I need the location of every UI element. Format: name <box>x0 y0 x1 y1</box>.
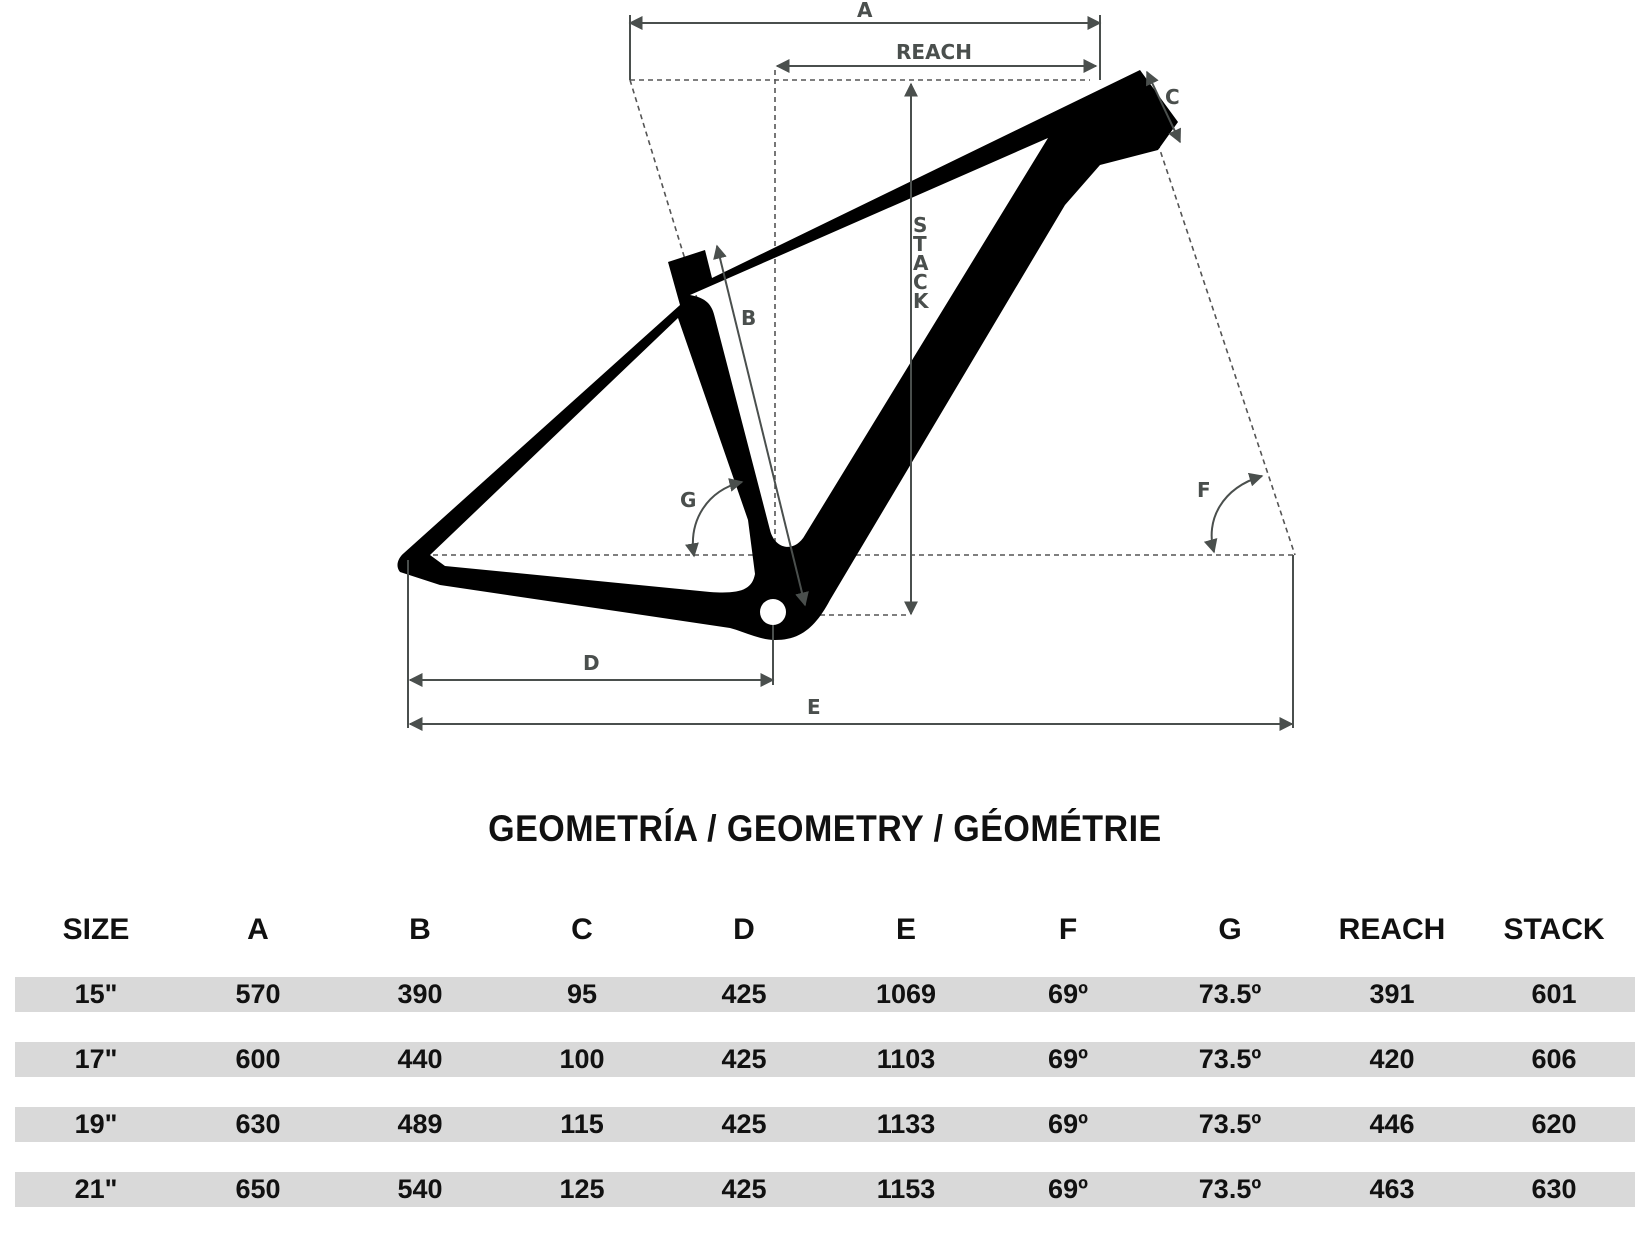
cell-a: 570 <box>235 979 281 1009</box>
cell-c: 125 <box>559 1174 605 1204</box>
cell-reach: 420 <box>1369 1044 1415 1074</box>
header-f: F <box>1058 913 1078 946</box>
cell-b: 440 <box>397 1044 443 1074</box>
cell-f: 69º <box>1048 1044 1088 1074</box>
header-e: E <box>895 913 916 946</box>
cell-size: 17" <box>74 1044 118 1074</box>
table-header-row <box>15 905 1635 955</box>
header-reach: REACH <box>1338 913 1446 946</box>
cell-size: 19" <box>74 1109 118 1139</box>
cell-b: 390 <box>397 979 443 1009</box>
cell-c: 95 <box>566 979 598 1009</box>
geometry-table <box>15 905 1635 1237</box>
cell-f: 69º <box>1048 1109 1088 1139</box>
cell-e: 1133 <box>876 1109 936 1139</box>
cell-size: 21" <box>74 1174 118 1204</box>
svg-text:C: C <box>913 270 928 294</box>
header-b: B <box>409 913 431 946</box>
cell-size: 15" <box>74 979 118 1009</box>
label-g: G <box>680 488 697 512</box>
label-c: C <box>1165 85 1180 109</box>
cell-d: 425 <box>721 1109 767 1139</box>
cell-stack: 630 <box>1531 1174 1577 1204</box>
cell-stack: 606 <box>1531 1044 1577 1074</box>
table-row <box>15 1172 1635 1207</box>
table-row <box>15 977 1635 1012</box>
cell-b: 540 <box>397 1174 443 1204</box>
svg-text:T: T <box>913 232 927 256</box>
cell-g: 73.5º <box>1198 1044 1262 1074</box>
cell-d: 425 <box>721 1044 767 1074</box>
table-row <box>15 1107 1635 1142</box>
cell-c: 115 <box>560 1109 604 1139</box>
cell-e: 1069 <box>875 979 937 1009</box>
cell-d: 425 <box>721 1174 767 1204</box>
svg-text:K: K <box>913 289 929 313</box>
cell-e: 1103 <box>876 1044 936 1074</box>
cell-a: 650 <box>235 1174 281 1204</box>
cell-reach: 391 <box>1369 979 1415 1009</box>
label-reach: REACH <box>896 40 972 64</box>
table-row <box>15 1042 1635 1077</box>
header-g: G <box>1218 913 1242 946</box>
header-size: SIZE <box>62 913 130 946</box>
dim-g-arc <box>693 482 742 556</box>
cell-f: 69º <box>1048 979 1088 1009</box>
header-c: C <box>571 913 593 946</box>
cell-g: 73.5º <box>1198 979 1262 1009</box>
label-f: F <box>1197 478 1211 502</box>
label-a: A <box>857 0 873 22</box>
cell-e: 1153 <box>876 1174 936 1204</box>
header-d: D <box>733 913 755 946</box>
cell-b: 489 <box>397 1109 443 1139</box>
cell-a: 600 <box>235 1044 281 1074</box>
cell-a: 630 <box>235 1109 281 1139</box>
cell-d: 425 <box>721 979 767 1009</box>
cell-stack: 601 <box>1531 979 1577 1009</box>
svg-text:A: A <box>913 251 929 275</box>
bottom-bracket-icon <box>760 599 786 625</box>
label-stack <box>913 213 930 313</box>
cell-f: 69º <box>1048 1174 1088 1204</box>
label-d: D <box>583 651 600 675</box>
dim-f-arc <box>1212 476 1262 552</box>
label-e: E <box>807 695 821 719</box>
header-a: A <box>247 913 269 946</box>
header-stack: STACK <box>1503 913 1605 946</box>
cell-g: 73.5º <box>1198 1109 1262 1139</box>
cell-stack: 620 <box>1531 1109 1577 1139</box>
cell-g: 73.5º <box>1198 1174 1262 1204</box>
cell-reach: 446 <box>1369 1109 1415 1139</box>
cell-c: 100 <box>559 1044 605 1074</box>
label-b: B <box>741 306 757 330</box>
geometry-title: GEOMETRÍA / GEOMETRY / GÉOMÉTRIE <box>488 808 1162 849</box>
svg-text:S: S <box>913 213 928 237</box>
cell-reach: 463 <box>1369 1174 1415 1204</box>
